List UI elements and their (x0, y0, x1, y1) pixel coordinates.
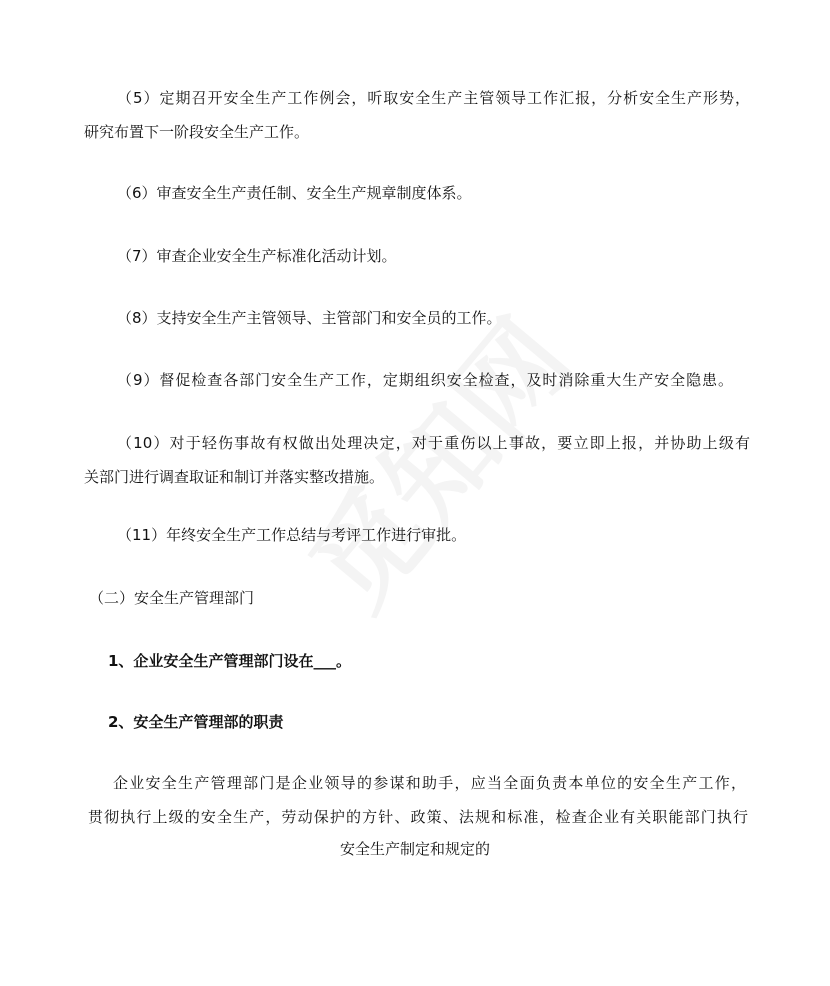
section-heading: （二）安全生产管理部门 (89, 589, 255, 607)
item-5-line2: 研究布置下一阶段安全生产工作。 (84, 123, 310, 141)
item-11: （11）年终安全生产工作总结与考评工作进行审批。 (117, 526, 467, 544)
question-2: 2、安全生产管理部的职责 (108, 713, 284, 731)
question-1: 1、企业安全生产管理部门设在___。 (108, 652, 351, 670)
item-10-line1: （10）对于轻伤事故有权做出处理决定，对于重伤以上事故，要立即上报，并协助上级有 (117, 434, 750, 452)
item-10-line2: 关部门进行调查取证和制订并落实整改措施。 (84, 468, 385, 486)
paragraph-line1: 企业安全生产管理部门是企业领导的参谋和助手，应当全面负责本单位的安全生产工作， (113, 774, 746, 792)
item-9: （9）督促检查各部门安全生产工作，定期组织安全检查，及时消除重大生产安全隐患。 (117, 371, 733, 389)
paragraph-line3: 安全生产制定和规定的 (339, 840, 490, 858)
item-8: （8）支持安全生产主管领导、主管部门和安全员的工作。 (117, 309, 502, 327)
item-7: （7）审查企业安全生产标准化活动计划。 (117, 247, 397, 265)
paragraph-line2: 贯彻执行上级的安全生产，劳动保护的方针、政策、法规和标准，检查企业有关职能部门执行 (88, 808, 748, 826)
item-5-line1: （5）定期召开安全生产工作例会，听取安全生产主管领导工作汇报，分析安全生产形势， (117, 89, 750, 107)
watermark (268, 282, 601, 636)
item-6: （6）审查安全生产责任制、安全生产规章制度体系。 (117, 184, 472, 202)
